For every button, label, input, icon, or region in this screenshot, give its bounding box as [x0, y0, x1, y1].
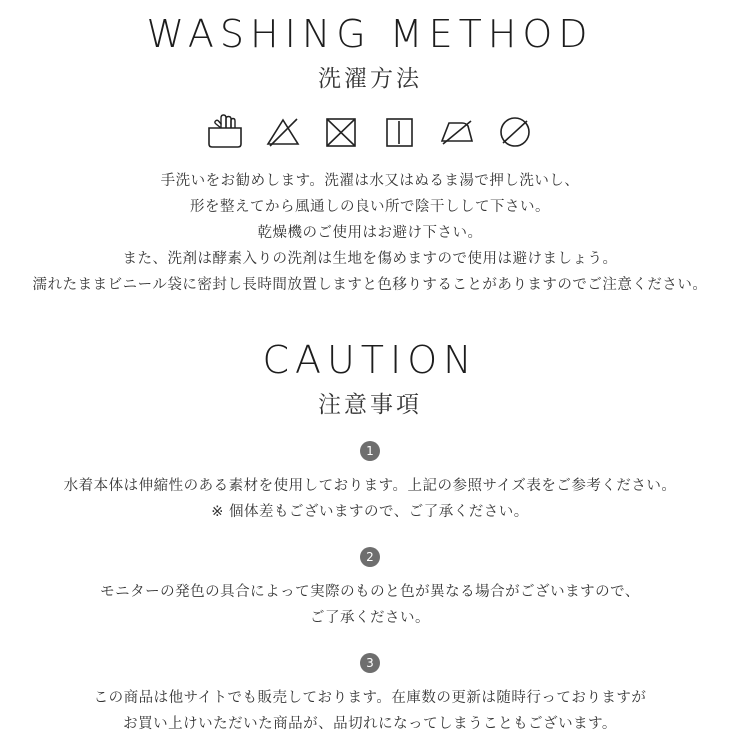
caution-line: お買い上けいただいた商品が、品切れになってしまうこともございます。	[123, 716, 617, 733]
washing-line: 乾燥機のご使用はお避け下さい。	[257, 225, 483, 242]
care-instructions-page	[0, 6, 740, 746]
caution-line: 水着本体は伸縮性のある素材を使用しております。上記の参照サイズ表をご参考ください。	[63, 478, 677, 495]
caution-item	[0, 653, 740, 737]
washing-line: 濡れたままビニール袋に密封し長時間放置しますと色移りすることがありますのでご注意ください。	[32, 277, 708, 294]
caution-line: ご了承ください。	[310, 610, 430, 627]
care-symbol-row	[0, 112, 740, 152]
no-bleach-icon	[261, 112, 305, 152]
caution-title-en: CAUTION	[262, 338, 478, 383]
caution-section	[0, 338, 740, 737]
caution-item	[0, 547, 740, 631]
caution-title-jp: 注意事項	[318, 392, 422, 419]
hand-wash-icon	[203, 112, 247, 152]
no-iron-icon	[435, 112, 479, 152]
washing-method-section	[0, 6, 740, 298]
washing-line: 手洗いをお勧めします。洗濯は水又はぬるま湯で押し洗いし、	[160, 173, 580, 190]
washing-line: また、洗剤は酵素入りの洗剤は生地を傷めますので使用は避けましょう。	[122, 251, 618, 268]
caution-item	[0, 441, 740, 525]
washing-title-jp: 洗濯方法	[318, 66, 422, 92]
caution-line: モニターの発色の具合によって実際のものと色が異なる場合がございますので、	[100, 584, 640, 601]
caution-text	[0, 579, 740, 631]
caution-number-badge: 3	[360, 653, 380, 673]
caution-text	[0, 473, 740, 525]
caution-line: この商品は他サイトでも販売しております。在庫数の更新は随時行っておりますが	[93, 690, 647, 707]
washing-line: 形を整えてから風通しの良い所で陰干しして下さい。	[190, 199, 550, 216]
caution-number-badge: 2	[360, 547, 380, 567]
no-dry-clean-icon	[493, 112, 537, 152]
caution-line: ※ 個体差もございますので、ご了承ください。	[211, 504, 529, 521]
caution-text	[0, 685, 740, 737]
washing-title-en: WASHING METHOD	[146, 12, 594, 56]
washing-instructions	[0, 168, 740, 298]
no-tumble-dry-icon	[319, 112, 363, 152]
drip-dry-in-shade-icon	[377, 112, 421, 152]
caution-number-badge: 1	[360, 441, 380, 461]
